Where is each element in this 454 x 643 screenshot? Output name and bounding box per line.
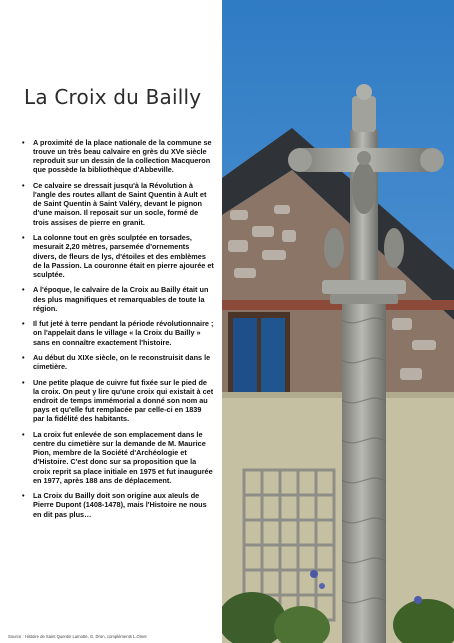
page-title: La Croix du Bailly [24,85,202,110]
calvary-photo [222,0,454,643]
window-pane [233,318,257,392]
paragraph: • Une petite plaque de cuivre fut fixée sur le pied de la croix. On peut y lire qu'une croix qui existait à cet endroit de temps immémorial a donné son nom au pays et qu'elle fut remplacée par celle-ci en 1839 par la fidélité des habitants. [22,378,214,424]
paragraph: • La colonne tout en grès sculptée en torsades, mesurait 2,20 mètres, parsemée d'ornements divers, de fleurs de lys, d'étoiles et des emblèmes de la Passion. La couronne était en pierre ajourée et sculptée. [22,233,214,279]
paragraph: • La Croix du Bailly doit son origine aux aïeuls de Pierre Dupont (1408-1478), mais l'Histoire ne nous en dit pas plus… [22,491,214,518]
source-caption: Source : Histoire de Saint Quentin Lamotte, G. Dron, compléments L.Omer [8,634,147,639]
paragraph: • A l'époque, le calvaire de la Croix au Bailly était un des plus magnifiques et remarquables de toute la région. [22,285,214,312]
calvary-photo-illustration [222,0,454,643]
paragraph: • Au début du XIXe siècle, on le reconstruisit dans le cimetière. [22,353,214,371]
paragraph: • Il fut jeté à terre pendant la période révolutionnaire ; on l'appelait dans le village « la Croix du Bailly » sans en connaître exactement l'histoire. [22,319,214,346]
paragraph: • Ce calvaire se dressait jusqu'à la Révolution à l'angle des routes allant de Saint Quentin à Ault et de Saint Quentin à Saint Valéry, devant le pignon d'une maison. Il reposait sur un socle, formé de trois assises de pierre en granit. [22,181,214,227]
window-pane [261,318,285,392]
paragraph-list [22,138,214,525]
paragraph: • A proximité de la place nationale de la commune se trouve un très beau calvaire en grès du XVe siècle reproduit sur un dessin de la collection Macqueron que possède la bibliothèque d'Abbeville. [22,138,214,175]
text-column [0,0,222,643]
paragraph: • La croix fut enlevée de son emplacement dans le centre du cimetière sur la demande de M. Maurice Pion, membre de la Société d'Archéologie et d'Histoire. C'est donc sur sa proposition que la croix reprit sa place initiale en 1975 et fut inaugurée en 1977, après 188 ans de déplacement. [22,430,214,485]
